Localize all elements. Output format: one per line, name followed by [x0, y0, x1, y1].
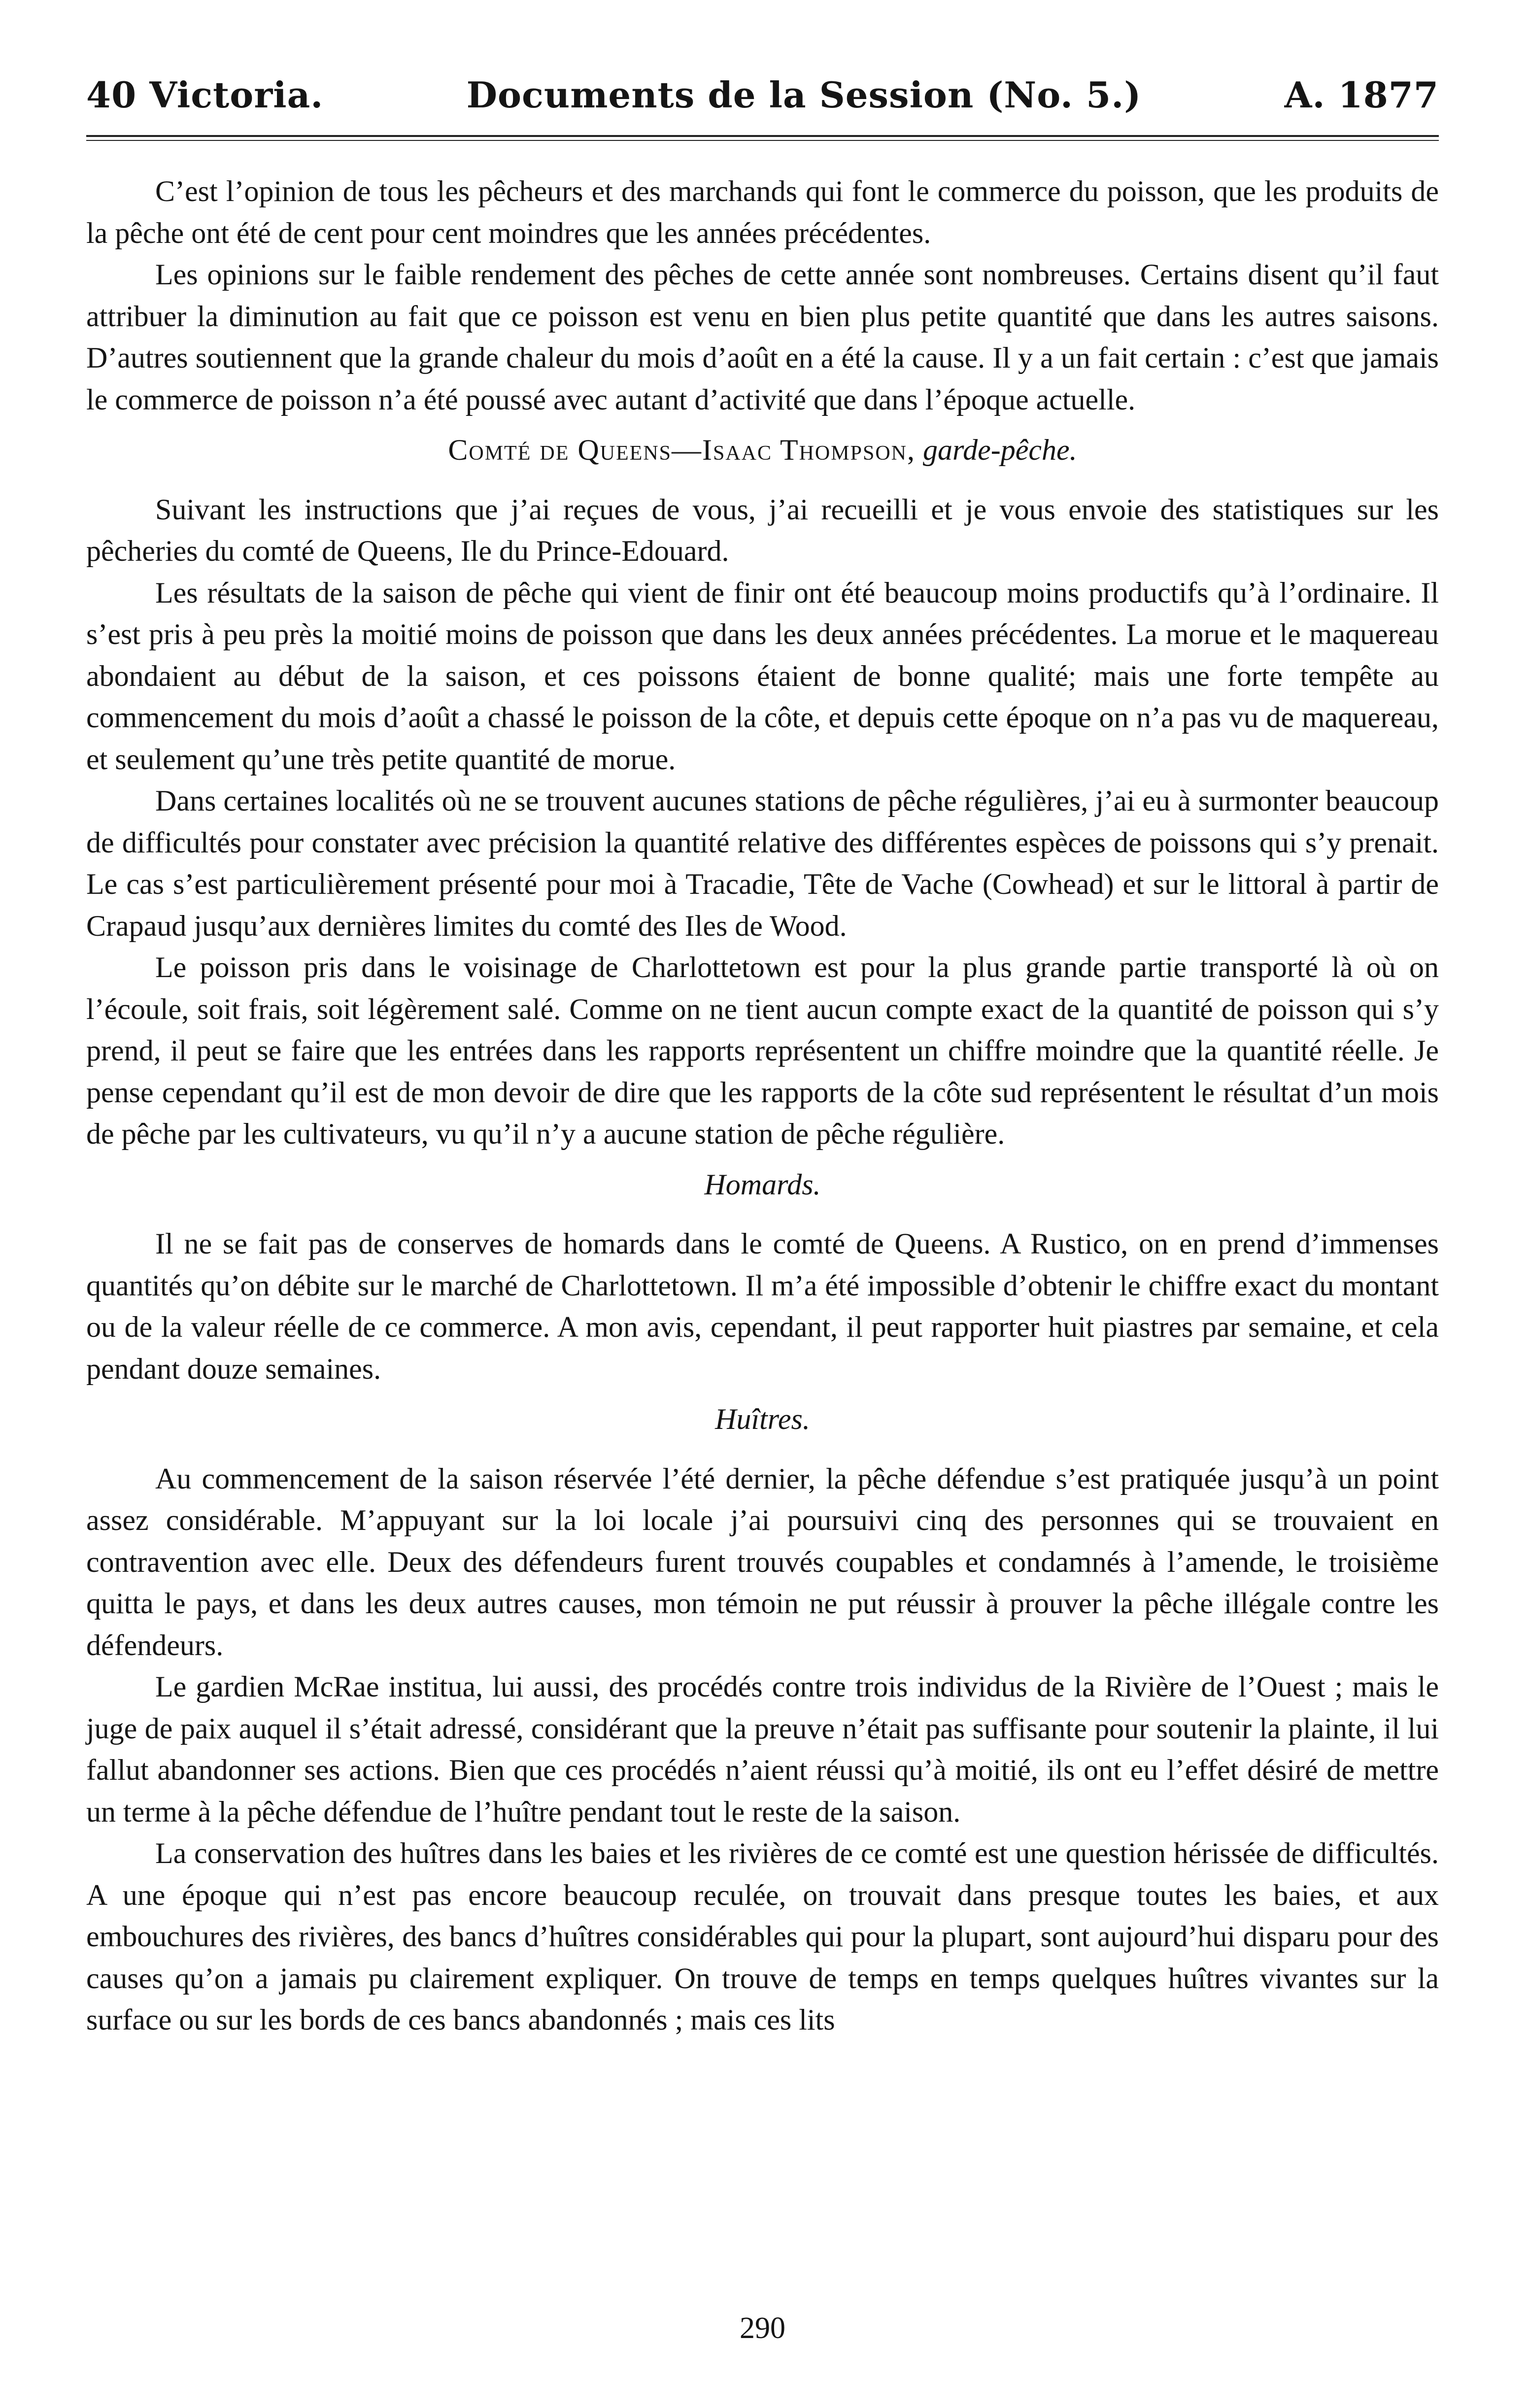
paragraph: Au commencement de la saison réservée l’été dernier, la pêche défendue s’est pratiquée jusqu’à un point assez considérable. M’appuyant sur la loi locale j’ai poursuivi cinq des personnes qui se trouvaient en contravention avec elle. Deux des défendeurs furent trouvés coupables et condamnés à l’amende, le troisième quitta le pays, et dans les deux autres causes, mon témoin ne put réussir à prouver la pêche illégale contre les défendeurs.: [86, 1462, 1439, 1662]
paragraph: Il ne se fait pas de conserves de homards dans le comté de Queens. A Rustico, on en prend d’immenses quantités qu’on débite sur le marché de Charlottetown. Il m’a été impossible d’obtenir le chiffre exact du montant ou de la valeur réelle de ce commerce. A mon avis, cependant, il peut rapporter huit piastres par semaine, et cela pendant douze semaines.: [86, 1227, 1439, 1385]
paragraph: Le poisson pris dans le voisinage de Charlottetown est pour la plus grande partie transporté là où on l’écoule, soit frais, soit légèrement salé. Comme on ne tient aucun compte exact de la quantité de poisson qui s’y prend, il peut se faire que les entrées dans les rapports représentent un chiffre moindre que la quantité réelle. Je pense cependant qu’il est de mon devoir de dire que les rapports de la côte sud représentent le résultat d’un mois de pêche par les cultivateurs, vu qu’il n’y a aucune station de pêche régulière.: [86, 951, 1439, 1150]
section-title-role: garde-pêche.: [922, 434, 1077, 466]
paragraph: Le gardien McRae institua, lui aussi, des procédés contre trois individus de la Rivière de l’Ouest ; mais le juge de paix auquel il s’était adressé, considérant que la preuve n’était pas suffisante pour soutenir la plainte, il lui fallut abandonner ses actions. Bien que ces procédés n’aient réussi qu’à moitié, ils ont eu l’effet désiré de mettre un terme à la pêche défendue de l’huître pendant tout le reste de la saison.: [86, 1670, 1439, 1828]
paragraph: La conservation des huîtres dans les baies et les rivières de ce comté est une question hérissée de difficultés. A une époque qui n’est pas encore beaucoup reculée, on trouvait dans presque toutes les baies, et aux embouchures des rivières, des bancs d’huîtres considérables qui pour la plupart, sont aujourd’hui disparu pour des causes qu’on a jamais pu clairement expliquer. On trouve de temps en temps quelques huîtres vivantes sur la surface ou sur les bords de ces bancs abandonnés ; mais ces lits: [86, 1837, 1439, 2036]
heading-homards: Homards.: [704, 1168, 821, 1201]
paragraph: Les résultats de la saison de pêche qui vient de finir ont été beaucoup moins productifs qu’à l’ordinaire. Il s’est pris à peu près la moitié moins de poisson que dans les deux années précédentes. La morue et le maquereau abondaient au début de la saison, et ces poissons étaient de bonne qualité; mais une forte tempête au commencement du mois d’août a chassé le poisson de la côte, et depuis cette époque on n’a pas vu de maquereau, et seulement qu’une très petite quantité de morue.: [86, 576, 1439, 776]
paragraph: Suivant les instructions que j’ai reçues de vous, j’ai recueilli et je vous envoie des statistiques sur les pêcheries du comté de Queens, Ile du Prince-Edouard.: [86, 493, 1439, 567]
document-page: [86, 74, 1439, 2360]
paragraph: C’est l’opinion de tous les pêcheurs et des marchands qui font le commerce du poisson, que les produits de la pêche ont été de cent pour cent moindres que les années précédentes.: [86, 175, 1439, 249]
paragraph: Les opinions sur le faible rendement des pêches de cette année sont nombreuses. Certains disent qu’il faut attribuer la diminution au fait que ce poisson est venu en bien plus petite quantité que dans les autres saisons. D’autres soutiennent que la grande chaleur du mois d’août en a été la cause. Il y a un fait certain : c’est que jamais le commerce de poisson n’a été poussé avec autant d’activité que dans l’époque actuelle.: [86, 258, 1439, 416]
paragraph: Dans certaines localités où ne se trouvent aucunes stations de pêche régulières, j’ai eu à surmonter beaucoup de difficultés pour constater avec précision la quantité relative des différentes espèces de poissons qui s’y prenait. Le cas s’est particulièrement présenté pour moi à Tracadie, Tête de Vache (Cowhead) et sur le littoral à partir de Crapaud jusqu’aux dernières limites du comté des Iles de Wood.: [86, 784, 1439, 942]
header-rule: [86, 135, 1439, 141]
running-header: [86, 74, 1439, 128]
header-center: Documents de la Session (No. 5.): [466, 74, 1142, 116]
header-right: A. 1877: [1284, 74, 1439, 116]
page-number: 290: [740, 2311, 785, 2345]
header-left: 40 Victoria.: [86, 74, 324, 116]
section-title-county: Comté de Queens—Isaac Thompson,: [448, 434, 916, 466]
body-text: [86, 170, 1439, 2041]
heading-huitres: Huîtres.: [715, 1403, 810, 1435]
section-title-queens: [86, 429, 1439, 471]
